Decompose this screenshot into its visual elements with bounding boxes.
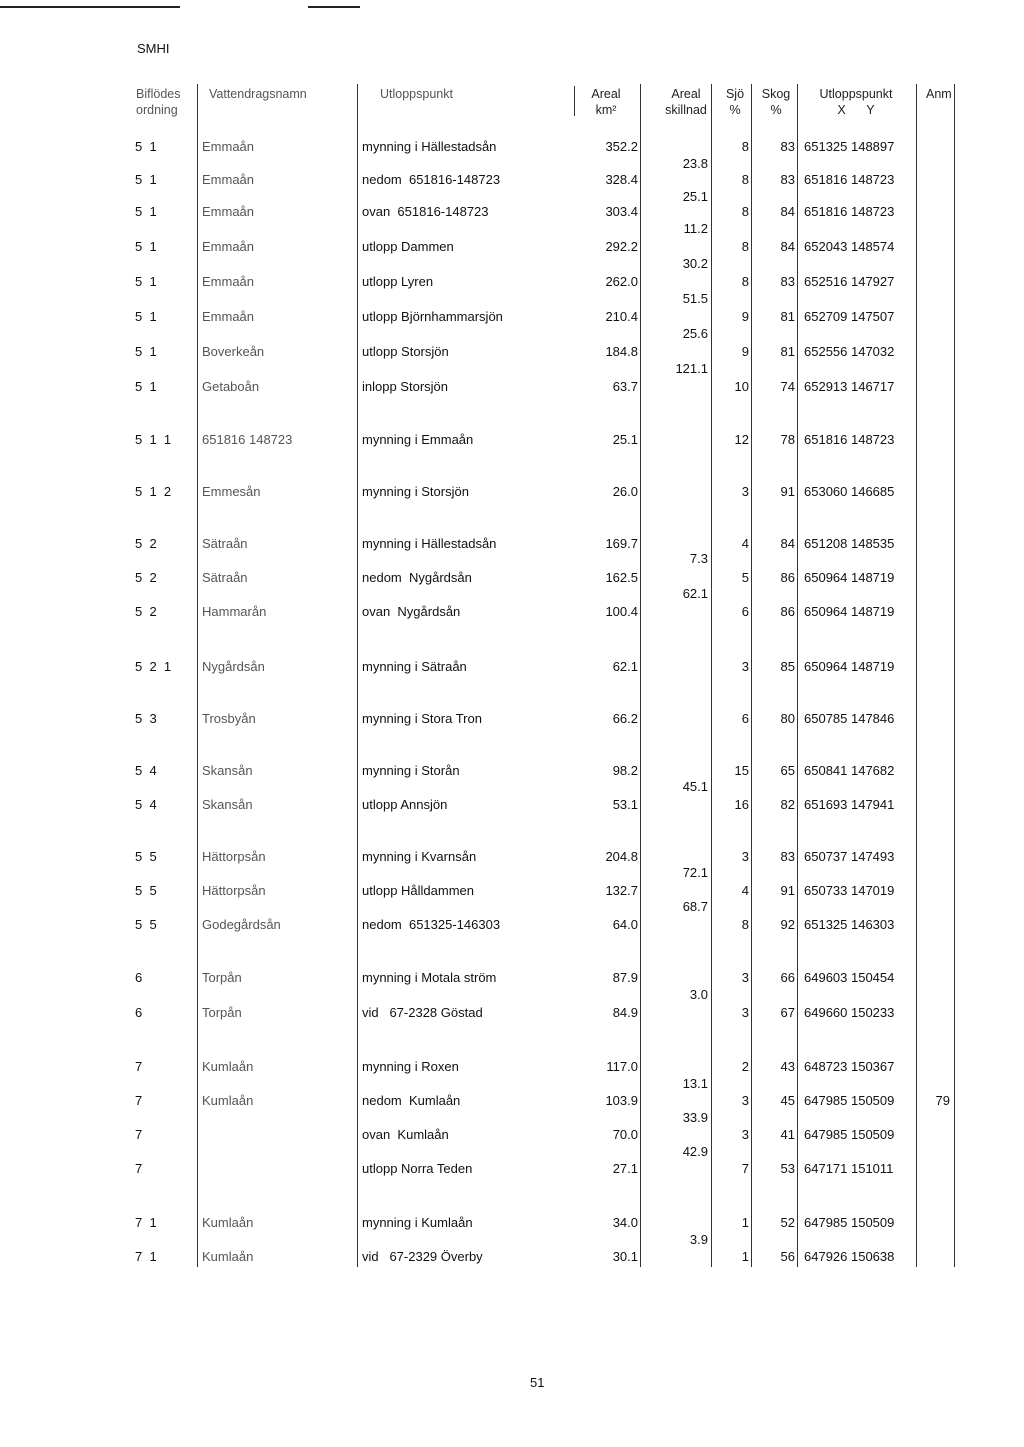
cell-coord: 651693 147941 xyxy=(804,797,895,812)
cell-area-diff: 23.8 xyxy=(682,156,708,171)
cell-outlet: utlopp Björnhammarsjön xyxy=(362,309,503,324)
cell-lake: 6 xyxy=(741,711,749,726)
cell-name: Nygårdsån xyxy=(202,659,265,674)
cell-coord: 650964 148719 xyxy=(804,659,895,674)
cell-area-diff: 42.9 xyxy=(682,1144,708,1159)
cell-coord: 650964 148719 xyxy=(804,604,895,619)
cell-order: 5 5 xyxy=(135,917,157,932)
cell-outlet: ovan 651816-148723 xyxy=(362,204,489,219)
cell-order: 5 2 xyxy=(135,536,157,551)
cell-outlet: mynning i Stora Tron xyxy=(362,711,482,726)
cell-coord: 650785 147846 xyxy=(804,711,895,726)
cell-coord: 647171 151011 xyxy=(804,1161,894,1176)
cell-lake: 8 xyxy=(741,274,749,289)
header-outlet: Utloppspunkt xyxy=(380,87,453,101)
cell-name: Torpån xyxy=(202,970,242,985)
cell-coord: 650733 147019 xyxy=(804,883,895,898)
cell-order: 7 xyxy=(135,1093,143,1108)
cell-area: 30.1 xyxy=(612,1249,638,1264)
cell-forest: 74 xyxy=(780,379,795,394)
cell-forest: 67 xyxy=(780,1005,795,1020)
cell-lake: 8 xyxy=(741,239,749,254)
cell-name: Torpån xyxy=(202,1005,242,1020)
cell-lake: 8 xyxy=(741,172,749,187)
cell-coord: 650737 147493 xyxy=(804,849,895,864)
cell-name: 651816 148723 xyxy=(202,432,293,447)
cell-coord: 653060 146685 xyxy=(804,484,895,499)
cell-name: Emmaån xyxy=(202,239,255,254)
org-label: SMHI xyxy=(137,41,170,56)
cell-order: 5 4 xyxy=(135,797,157,812)
cell-outlet: mynning i Kumlaån xyxy=(362,1215,473,1230)
cell-order: 5 1 2 xyxy=(135,484,172,499)
cell-order: 5 4 xyxy=(135,763,157,778)
cell-coord: 652043 148574 xyxy=(804,239,895,254)
cell-order: 5 1 xyxy=(135,379,157,394)
cell-forest: 41 xyxy=(780,1127,795,1142)
cell-name: Emmaån xyxy=(202,309,255,324)
cell-forest: 83 xyxy=(780,139,795,154)
cell-coord: 647985 150509 xyxy=(804,1127,895,1142)
cell-lake: 1 xyxy=(741,1249,749,1264)
cell-forest: 86 xyxy=(780,570,795,585)
cell-lake: 10 xyxy=(734,379,749,394)
cell-forest: 81 xyxy=(780,309,795,324)
cell-area-diff: 30.2 xyxy=(682,256,708,271)
cell-area: 70.0 xyxy=(612,1127,638,1142)
cell-outlet: utlopp Dammen xyxy=(362,239,454,254)
cell-order: 5 5 xyxy=(135,883,157,898)
cell-lake: 5 xyxy=(741,570,749,585)
cell-forest: 84 xyxy=(780,239,795,254)
cell-lake: 8 xyxy=(741,917,749,932)
cell-coord: 651816 148723 xyxy=(804,432,895,447)
column-rule xyxy=(916,84,917,1267)
cell-outlet: utlopp Annsjön xyxy=(362,797,448,812)
cell-lake: 9 xyxy=(741,344,749,359)
cell-area-diff: 33.9 xyxy=(682,1110,708,1125)
cell-forest: 84 xyxy=(780,536,795,551)
cell-name: Trosbyån xyxy=(202,711,256,726)
cell-area: 98.2 xyxy=(612,763,638,778)
column-rule xyxy=(954,84,955,1267)
cell-area-diff: 62.1 xyxy=(682,586,708,601)
cell-name: Emmaån xyxy=(202,274,255,289)
cell-outlet: nedom 651816-148723 xyxy=(362,172,501,187)
header-diff-2: skillnad xyxy=(665,103,707,117)
cell-area: 34.0 xyxy=(612,1215,638,1230)
cell-outlet: nedom 651325-146303 xyxy=(362,917,501,932)
cell-area: 132.7 xyxy=(605,883,638,898)
cell-name: Getaboån xyxy=(202,379,260,394)
cell-forest: 91 xyxy=(780,484,795,499)
cell-forest: 83 xyxy=(780,274,795,289)
cell-outlet: mynning i Storsjön xyxy=(362,484,469,499)
cell-name: Hammarån xyxy=(202,604,267,619)
cell-order: 5 2 1 xyxy=(135,659,172,674)
cell-forest: 83 xyxy=(780,172,795,187)
column-rule xyxy=(640,84,641,1267)
cell-order: 7 xyxy=(135,1059,143,1074)
cell-forest: 86 xyxy=(780,604,795,619)
cell-order: 5 1 xyxy=(135,344,157,359)
cell-name: Emmaån xyxy=(202,204,255,219)
cell-area: 262.0 xyxy=(605,274,638,289)
cell-outlet: mynning i Storån xyxy=(362,763,460,778)
cell-name: Kumlaån xyxy=(202,1249,254,1264)
cell-lake: 3 xyxy=(741,970,749,985)
cell-lake: 3 xyxy=(741,1093,749,1108)
scan-edge-right xyxy=(308,6,360,8)
column-rule xyxy=(357,84,358,1267)
cell-area: 328.4 xyxy=(605,172,638,187)
cell-area: 117.0 xyxy=(606,1059,638,1074)
cell-order: 5 2 xyxy=(135,570,157,585)
cell-area-diff: 7.3 xyxy=(689,551,708,566)
cell-area-diff: 72.1 xyxy=(682,865,708,880)
cell-outlet: ovan Nygårdsån xyxy=(362,604,461,619)
column-rule xyxy=(574,86,575,116)
cell-forest: 82 xyxy=(780,797,795,812)
cell-lake: 1 xyxy=(741,1215,749,1230)
cell-area-diff: 45.1 xyxy=(682,779,708,794)
cell-area: 27.1 xyxy=(612,1161,638,1176)
header-bifl-2: ordning xyxy=(136,103,178,117)
cell-lake: 15 xyxy=(734,763,749,778)
cell-forest: 52 xyxy=(780,1215,795,1230)
cell-coord: 651325 148897 xyxy=(804,139,895,154)
cell-outlet: utlopp Lyren xyxy=(362,274,434,289)
cell-order: 5 5 xyxy=(135,849,157,864)
cell-name: Skansån xyxy=(202,763,253,778)
cell-area: 210.4 xyxy=(605,309,638,324)
cell-forest: 91 xyxy=(780,883,795,898)
cell-lake: 3 xyxy=(741,659,749,674)
cell-forest: 53 xyxy=(780,1161,795,1176)
cell-coord: 650964 148719 xyxy=(804,570,895,585)
cell-name: Kumlaån xyxy=(202,1093,254,1108)
cell-lake: 4 xyxy=(741,883,749,898)
cell-coord: 652556 147032 xyxy=(804,344,895,359)
cell-forest: 81 xyxy=(780,344,795,359)
header-bifl-1: Biflödes xyxy=(136,87,181,101)
cell-area-diff: 51.5 xyxy=(682,291,708,306)
cell-outlet: ovan Kumlaån xyxy=(362,1127,449,1142)
cell-area: 26.0 xyxy=(612,484,638,499)
cell-order: 5 1 1 xyxy=(135,432,172,447)
cell-coord: 649603 150454 xyxy=(804,970,895,985)
cell-coord: 651208 148535 xyxy=(804,536,895,551)
cell-outlet: mynning i Roxen xyxy=(362,1059,459,1074)
cell-area: 292.2 xyxy=(605,239,638,254)
cell-forest: 92 xyxy=(780,917,795,932)
column-rule xyxy=(797,84,798,1267)
cell-coord: 652516 147927 xyxy=(804,274,895,289)
cell-forest: 66 xyxy=(780,970,795,985)
header-note: Anm xyxy=(926,87,952,101)
cell-coord: 652709 147507 xyxy=(804,309,895,324)
cell-forest: 83 xyxy=(780,849,795,864)
cell-coord: 650841 147682 xyxy=(804,763,895,778)
cell-outlet: utlopp Storsjön xyxy=(362,344,449,359)
cell-coord: 648723 150367 xyxy=(804,1059,895,1074)
cell-area-diff: 3.0 xyxy=(689,987,708,1002)
cell-lake: 9 xyxy=(741,309,749,324)
cell-outlet: mynning i Motala ström xyxy=(362,970,497,985)
cell-lake: 3 xyxy=(741,1005,749,1020)
cell-forest: 65 xyxy=(780,763,795,778)
cell-area-diff: 121.1 xyxy=(675,361,708,376)
column-rule xyxy=(751,84,752,1267)
column-rule xyxy=(197,84,198,1267)
cell-lake: 3 xyxy=(741,849,749,864)
cell-area: 303.4 xyxy=(605,204,638,219)
cell-forest: 80 xyxy=(780,711,795,726)
header-diff-1: Areal xyxy=(671,87,701,101)
cell-order: 5 1 xyxy=(135,274,157,289)
cell-lake: 3 xyxy=(741,484,749,499)
header-forest-1: Skog xyxy=(761,87,791,101)
cell-area: 63.7 xyxy=(612,379,638,394)
header-lake-1: Sjö xyxy=(725,87,745,101)
cell-order: 5 1 xyxy=(135,204,157,219)
cell-lake: 8 xyxy=(741,204,749,219)
cell-area: 162.5 xyxy=(605,570,638,585)
cell-order: 6 xyxy=(135,1005,143,1020)
cell-lake: 4 xyxy=(741,536,749,551)
cell-area-diff: 68.7 xyxy=(682,899,708,914)
cell-order: 5 1 xyxy=(135,172,157,187)
header-coord-1: Utloppspunkt xyxy=(819,87,893,101)
cell-forest: 45 xyxy=(780,1093,795,1108)
cell-outlet: vid 67-2328 Göstad xyxy=(362,1005,483,1020)
cell-coord: 647985 150509 xyxy=(804,1215,895,1230)
cell-area: 64.0 xyxy=(612,917,638,932)
cell-area: 25.1 xyxy=(612,432,638,447)
cell-area: 87.9 xyxy=(612,970,638,985)
cell-order: 5 3 xyxy=(135,711,157,726)
header-forest-2: % xyxy=(770,103,782,117)
cell-outlet: vid 67-2329 Överby xyxy=(362,1249,483,1264)
cell-area-diff: 3.9 xyxy=(689,1232,708,1247)
cell-outlet: mynning i Hällestadsån xyxy=(362,536,497,551)
cell-coord: 651325 146303 xyxy=(804,917,895,932)
cell-coord: 651816 148723 xyxy=(804,172,895,187)
cell-area: 204.8 xyxy=(605,849,638,864)
cell-area-diff: 13.1 xyxy=(682,1076,708,1091)
header-lake-2: % xyxy=(729,103,741,117)
cell-name: Kumlaån xyxy=(202,1215,254,1230)
cell-order: 7 1 xyxy=(135,1215,157,1230)
cell-lake: 2 xyxy=(741,1059,749,1074)
cell-lake: 8 xyxy=(741,139,749,154)
cell-coord: 652913 146717 xyxy=(804,379,895,394)
cell-order: 5 2 xyxy=(135,604,157,619)
cell-order: 7 xyxy=(135,1161,143,1176)
cell-order: 7 xyxy=(135,1127,143,1142)
cell-order: 6 xyxy=(135,970,143,985)
cell-area: 66.2 xyxy=(612,711,638,726)
cell-area-diff: 11.2 xyxy=(683,221,708,236)
cell-order: 7 1 xyxy=(135,1249,157,1264)
cell-outlet: mynning i Sätraån xyxy=(362,659,467,674)
cell-area: 352.2 xyxy=(605,139,638,154)
cell-outlet: mynning i Hällestadsån xyxy=(362,139,497,154)
page-number: 51 xyxy=(530,1375,545,1390)
cell-outlet: inlopp Storsjön xyxy=(362,379,448,394)
cell-area: 184.8 xyxy=(605,344,638,359)
cell-lake: 3 xyxy=(741,1127,749,1142)
cell-area: 103.9 xyxy=(605,1093,638,1108)
cell-name: Kumlaån xyxy=(202,1059,254,1074)
cell-name: Skansån xyxy=(202,797,253,812)
header-name: Vattendragsnamn xyxy=(209,87,307,101)
cell-name: Emmesån xyxy=(202,484,261,499)
cell-name: Hättorpsån xyxy=(202,849,266,864)
cell-order: 5 1 xyxy=(135,239,157,254)
header-area-2: km² xyxy=(595,103,617,117)
cell-order: 5 1 xyxy=(135,309,157,324)
cell-outlet: utlopp Hålldammen xyxy=(362,883,475,898)
cell-area: 62.1 xyxy=(612,659,638,674)
cell-name: Sätraån xyxy=(202,536,248,551)
cell-coord: 651816 148723 xyxy=(804,204,895,219)
column-rule xyxy=(711,84,712,1267)
cell-coord: 647926 150638 xyxy=(804,1249,895,1264)
cell-forest: 85 xyxy=(780,659,795,674)
cell-lake: 12 xyxy=(734,432,749,447)
cell-lake: 7 xyxy=(741,1161,749,1176)
cell-outlet: mynning i Emmaån xyxy=(362,432,474,447)
cell-area: 84.9 xyxy=(612,1005,638,1020)
cell-name: Emmaån xyxy=(202,139,255,154)
cell-name: Godegårdsån xyxy=(202,917,281,932)
cell-order: 5 1 xyxy=(135,139,157,154)
cell-outlet: mynning i Kvarnsån xyxy=(362,849,477,864)
cell-lake: 16 xyxy=(734,797,749,812)
cell-area-diff: 25.6 xyxy=(682,326,708,341)
cell-coord: 649660 150233 xyxy=(804,1005,895,1020)
cell-name: Boverkeån xyxy=(202,344,265,359)
cell-note: 79 xyxy=(935,1093,950,1108)
scan-edge-left xyxy=(0,6,180,8)
cell-area: 100.4 xyxy=(605,604,638,619)
cell-name: Emmaån xyxy=(202,172,255,187)
cell-name: Hättorpsån xyxy=(202,883,266,898)
header-area-1: Areal xyxy=(591,87,621,101)
cell-outlet: nedom Kumlaån xyxy=(362,1093,461,1108)
cell-area: 169.7 xyxy=(605,536,638,551)
cell-forest: 43 xyxy=(780,1059,795,1074)
cell-name: Sätraån xyxy=(202,570,248,585)
cell-coord: 647985 150509 xyxy=(804,1093,895,1108)
cell-lake: 6 xyxy=(741,604,749,619)
cell-outlet: nedom Nygårdsån xyxy=(362,570,472,585)
cell-area-diff: 25.1 xyxy=(682,189,708,204)
cell-outlet: utlopp Norra Teden xyxy=(362,1161,473,1176)
cell-area: 53.1 xyxy=(612,797,638,812)
header-coord-2: X Y xyxy=(837,103,875,117)
cell-forest: 56 xyxy=(780,1249,795,1264)
cell-forest: 84 xyxy=(780,204,795,219)
cell-forest: 78 xyxy=(780,432,795,447)
